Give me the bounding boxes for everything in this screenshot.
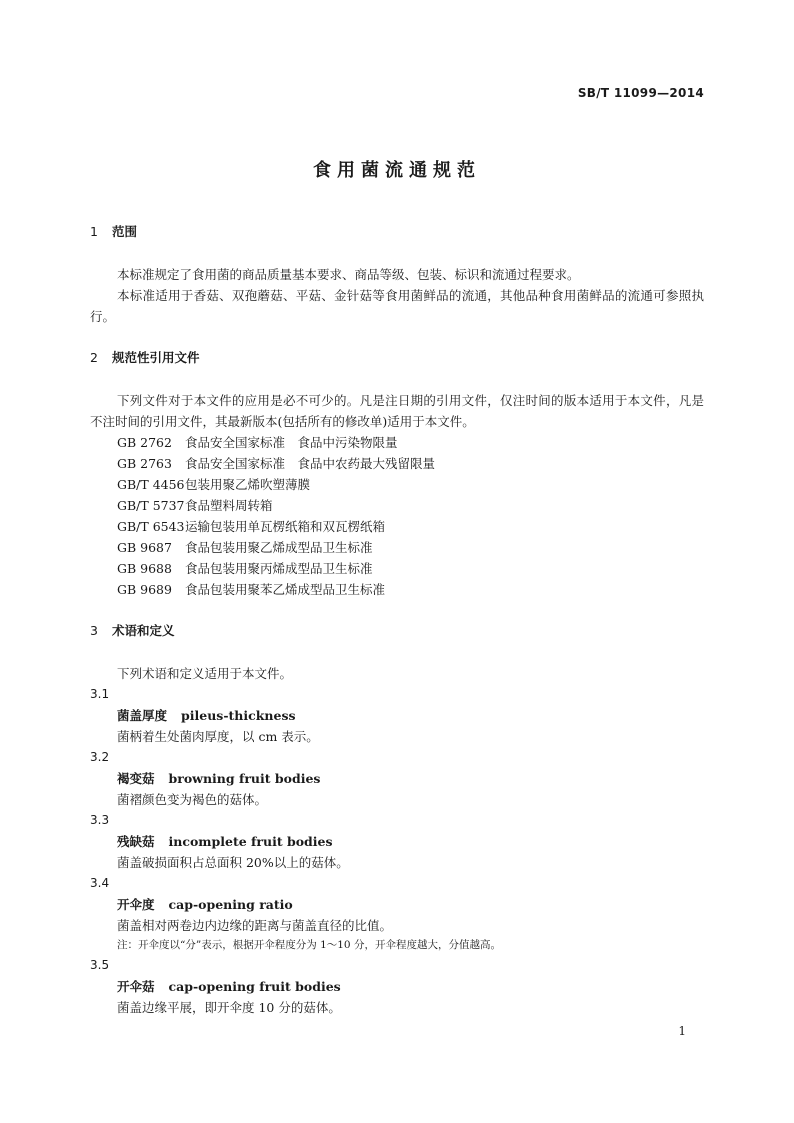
term-number: 3.4 — [90, 876, 110, 890]
section-title: 范围 — [112, 224, 138, 239]
reference-code: GB 2762 — [117, 435, 172, 450]
term-heading — [90, 831, 704, 852]
section-2-heading — [90, 348, 704, 368]
term-definition: 菌盖破损面积占总面积 20%以上的菇体。 — [117, 855, 349, 870]
term-english: pileus-thickness — [181, 708, 296, 723]
term-chinese: 开伞菇 — [117, 979, 155, 994]
term-chinese: 菌盖厚度 — [117, 708, 168, 723]
reference-code: GB/T 4456 — [117, 477, 185, 492]
term-definition: 菌盖边缘平展，即开伞度 10 分的菇体。 — [117, 1000, 341, 1015]
reference-item — [90, 537, 704, 558]
term-chinese: 开伞度 — [117, 897, 155, 912]
term-note: 注：开伞度以“分”表示，根据开伞程度分为 1～10 分，开伞程度越大，分值越高。 — [117, 939, 501, 951]
term-heading — [90, 976, 704, 997]
section-title: 术语和定义 — [112, 623, 175, 638]
reference-code: GB 2763 — [117, 456, 172, 471]
section-number: 1 — [90, 224, 98, 239]
reference-title: 食品包装用聚丙烯成型品卫生标准 — [185, 561, 373, 576]
term-english: cap-opening fruit bodies — [168, 979, 341, 994]
term-heading — [90, 705, 704, 726]
reference-code: GB 9688 — [117, 561, 172, 576]
reference-item — [90, 579, 704, 600]
section-title: 规范性引用文件 — [112, 350, 200, 365]
section-number: 3 — [90, 623, 98, 638]
section-3-heading — [90, 621, 704, 641]
term-chinese: 褐变菇 — [117, 771, 155, 786]
section-1-heading — [90, 222, 704, 242]
term-number: 3.5 — [90, 958, 110, 972]
reference-item — [90, 432, 704, 453]
term-english: incomplete fruit bodies — [168, 834, 333, 849]
term-definition: 菌盖相对两卷边内边缘的距离与菌盖直径的比值。 — [117, 918, 393, 933]
reference-code: GB/T 6543 — [117, 519, 185, 534]
reference-code: GB 9687 — [117, 540, 172, 555]
reference-title: 运输包装用单瓦楞纸箱和双瓦楞纸箱 — [185, 519, 386, 534]
reference-title: 食品安全国家标准 食品中农药最大残留限量 — [185, 456, 436, 471]
term-english: cap-opening ratio — [168, 897, 293, 912]
reference-code: GB 9689 — [117, 582, 172, 597]
term-english: browning fruit bodies — [168, 771, 321, 786]
document-body — [90, 222, 704, 1018]
document-title: 食用菌流通规范 — [313, 160, 481, 181]
term-chinese: 残缺菇 — [117, 834, 155, 849]
section-number: 2 — [90, 350, 98, 365]
reference-item — [90, 474, 704, 495]
term-definition: 菌褶颜色变为褐色的菇体。 — [117, 792, 268, 807]
term-number: 3.2 — [90, 750, 110, 764]
term-heading — [90, 894, 704, 915]
standard-number: SB/T 11099—2014 — [577, 86, 704, 100]
reference-item — [90, 558, 704, 579]
reference-item — [90, 495, 704, 516]
term-heading — [90, 768, 704, 789]
term-definition: 菌柄着生处菌肉厚度，以 cm 表示。 — [117, 729, 319, 744]
reference-title: 食品塑料周转箱 — [185, 498, 273, 513]
terms-intro: 下列术语和定义适用于本文件。 — [117, 666, 293, 681]
reference-code: GB/T 5737 — [117, 498, 185, 513]
reference-title: 食品安全国家标准 食品中污染物限量 — [185, 435, 398, 450]
reference-item — [90, 453, 704, 474]
term-number: 3.3 — [90, 813, 110, 827]
scope-paragraph-1: 本标准规定了食用菌的商品质量基本要求、商品等级、包装、标识和流通过程要求。 — [117, 267, 580, 282]
page-number: 1 — [678, 1024, 686, 1038]
term-number: 3.1 — [90, 687, 110, 701]
reference-title: 食品包装用聚苯乙烯成型品卫生标准 — [185, 582, 386, 597]
reference-item — [90, 516, 704, 537]
reference-title: 食品包装用聚乙烯成型品卫生标准 — [185, 540, 373, 555]
reference-title: 包装用聚乙烯吹塑薄膜 — [185, 477, 311, 492]
references-intro: 下列文件对于本文件的应用是必不可少的。凡是注日期的引用文件，仅注时间的版本适用于本文件，凡是不注时间的引用文件，其最新版本(包括所有的修改单)适用于本文件。 — [90, 393, 704, 429]
scope-paragraph-2: 本标准适用于香菇、双孢蘑菇、平菇、金针菇等食用菌鲜品的流通，其他品种食用菌鲜品的流通可参照执行。 — [90, 288, 704, 324]
